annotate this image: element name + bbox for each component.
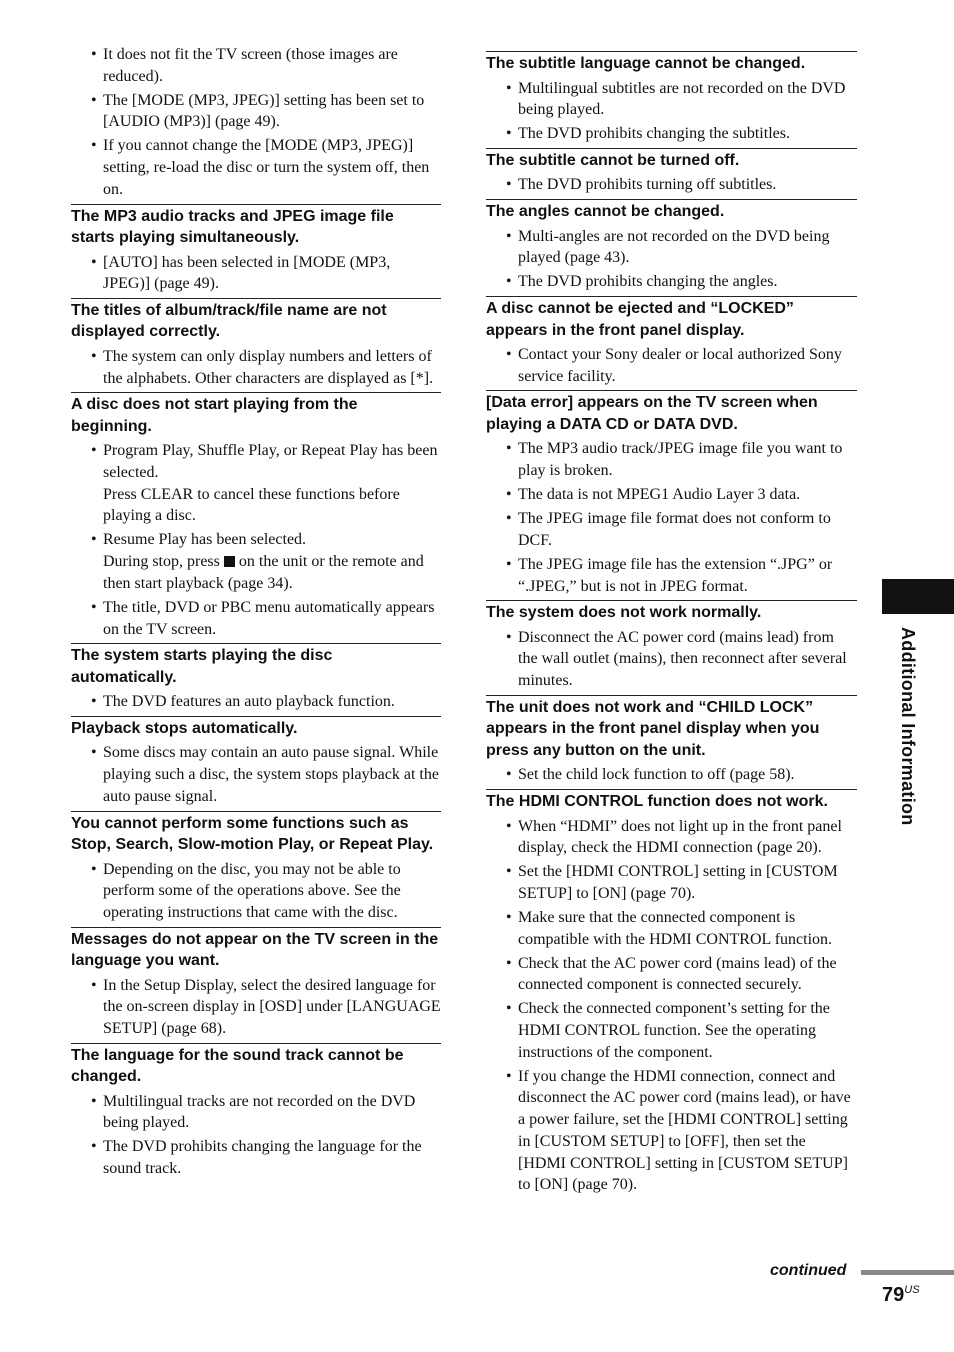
bullet-text: Resume Play has been selected. xyxy=(103,531,307,549)
list-item: • If you change the HDMI connection, connect and disconnect the AC power cord (mains lead), or have a power failure, set the [HDMI CONTROL] setting in [CUSTOM SETUP] to [OFF], then set the [HDMI CONTROL] setting in [CUSTOM SETUP] to [ON] (page 70). xyxy=(486,1066,857,1196)
list-item: • Make sure that the connected component is compatible with the HDMI CONTROL function. xyxy=(486,907,857,950)
list-item: • Check that the AC power cord (mains lead) of the connected component is connected securely. xyxy=(486,953,857,996)
section-heading: The subtitle cannot be turned off. xyxy=(486,148,857,172)
list-item: • Set the [HDMI CONTROL] setting in [CUSTOM SETUP] to [ON] (page 70). xyxy=(486,861,857,904)
bullet-note: Press CLEAR to cancel these functions before playing a disc. xyxy=(103,485,400,525)
section xyxy=(71,643,441,713)
list-item: • The system can only display numbers and letters of the alphabets. Other characters are displayed as [*]. xyxy=(71,346,441,389)
list-item xyxy=(71,440,441,527)
section xyxy=(71,1043,441,1180)
list-item: • It does not fit the TV screen (those images are reduced). xyxy=(71,44,441,87)
list-item: • Depending on the disc, you may not be able to perform some of the operations above. See the operating instructions that came with the disc. xyxy=(71,859,441,924)
list-item: • Disconnect the AC power cord (mains lead) from the wall outlet (mains), then reconnect after several minutes. xyxy=(486,627,857,692)
section xyxy=(71,298,441,389)
bullet-note-part: During stop, press xyxy=(103,553,220,571)
continued-bar xyxy=(861,1270,954,1275)
chapter-tab xyxy=(882,579,954,614)
list-item: • The JPEG image file format does not conform to DCF. xyxy=(486,508,857,551)
section-heading: Playback stops automatically. xyxy=(71,716,441,740)
list-item: • Contact your Sony dealer or local authorized Sony service facility. xyxy=(486,344,857,387)
chapter-label: Additional Information xyxy=(898,627,918,826)
list-item: • The DVD prohibits changing the language for the sound track. xyxy=(71,1136,441,1179)
section xyxy=(486,789,857,1196)
list-item: • The DVD features an auto playback function. xyxy=(71,691,441,713)
section xyxy=(486,199,857,293)
page-number xyxy=(882,1284,920,1307)
section xyxy=(486,51,857,145)
section-heading: The subtitle language cannot be changed. xyxy=(486,51,857,75)
list-item: • Check the connected component’s setting for the HDMI CONTROL function. See the operating instructions of the component. xyxy=(486,998,857,1063)
list-item: • In the Setup Display, select the desired language for the on-screen display in [OSD] under [LANGUAGE SETUP] (page 68). xyxy=(71,975,441,1040)
section-heading: [Data error] appears on the TV screen when playing a DATA CD or DATA DVD. xyxy=(486,390,857,435)
list-item: • The [MODE (MP3, JPEG)] setting has been set to [AUDIO (MP3)] (page 49). xyxy=(71,90,441,133)
list-item: • Multilingual tracks are not recorded on the DVD being played. xyxy=(71,1091,441,1134)
list-item: • The JPEG image file has the extension “.JPG” or “.JPEG,” but is not in JPEG format. xyxy=(486,554,857,597)
section xyxy=(486,296,857,387)
section xyxy=(71,204,441,295)
section xyxy=(71,392,441,640)
left-column xyxy=(71,44,441,1183)
section-heading: The angles cannot be changed. xyxy=(486,199,857,223)
section-heading: The system does not work normally. xyxy=(486,600,857,624)
section xyxy=(71,811,441,924)
intro-list xyxy=(71,44,441,201)
section xyxy=(71,716,441,808)
bullet-note-part: on the unit or the remote and then start playback (page 34). xyxy=(103,553,424,592)
list-item: • The DVD prohibits changing the subtitles. xyxy=(486,123,857,145)
page-number-value: 79 xyxy=(882,1284,905,1306)
section xyxy=(486,148,857,196)
section-heading: You cannot perform some functions such as Stop, Search, Slow-motion Play, or Repeat Play. xyxy=(71,811,441,856)
right-column xyxy=(486,51,857,1199)
section-heading: A disc does not start playing from the beginning. xyxy=(71,392,441,437)
page-suffix: US xyxy=(904,1284,920,1296)
list-item xyxy=(71,529,441,594)
section xyxy=(486,390,857,597)
list-item: • The title, DVD or PBC menu automatically appears on the TV screen. xyxy=(71,597,441,640)
section-heading: The titles of album/track/file name are not displayed correctly. xyxy=(71,298,441,343)
section-heading: The unit does not work and “CHILD LOCK” appears in the front panel display when you press any button on the unit. xyxy=(486,695,857,762)
bullet-text: Program Play, Shuffle Play, or Repeat Play has been selected. xyxy=(103,442,438,482)
section-heading: The system starts playing the disc automatically. xyxy=(71,643,441,688)
section xyxy=(486,600,857,692)
list-item: • The MP3 audio track/JPEG image file you want to play is broken. xyxy=(486,438,857,481)
section-heading: A disc cannot be ejected and “LOCKED” appears in the front panel display. xyxy=(486,296,857,341)
list-item: • Set the child lock function to off (page 58). xyxy=(486,764,857,786)
list-item: • The DVD prohibits changing the angles. xyxy=(486,271,857,293)
list-item: • Multilingual subtitles are not recorded on the DVD being played. xyxy=(486,78,857,121)
list-item: • The DVD prohibits turning off subtitles. xyxy=(486,174,857,196)
bullet-note xyxy=(103,551,441,594)
section-heading: The MP3 audio tracks and JPEG image file starts playing simultaneously. xyxy=(71,204,441,249)
section xyxy=(71,927,441,1040)
list-item: • When “HDMI” does not light up in the front panel display, check the HDMI connection (page 20). xyxy=(486,816,857,859)
section-heading: Messages do not appear on the TV screen in the language you want. xyxy=(71,927,441,972)
stop-button-icon xyxy=(224,556,235,567)
section-heading: The language for the sound track cannot be changed. xyxy=(71,1043,441,1088)
list-item: • If you cannot change the [MODE (MP3, JPEG)] setting, re-load the disc or turn the system off, then on. xyxy=(71,135,441,200)
list-item: • Multi-angles are not recorded on the DVD being played (page 43). xyxy=(486,226,857,269)
list-item: • [AUTO] has been selected in [MODE (MP3, JPEG)] (page 49). xyxy=(71,252,441,295)
section-heading: The HDMI CONTROL function does not work. xyxy=(486,789,857,813)
continued-label: continued xyxy=(770,1262,847,1279)
section xyxy=(486,695,857,786)
list-item: • Some discs may contain an auto pause signal. While playing such a disc, the system stops playback at the auto pause signal. xyxy=(71,742,441,807)
list-item: • The data is not MPEG1 Audio Layer 3 data. xyxy=(486,484,857,506)
